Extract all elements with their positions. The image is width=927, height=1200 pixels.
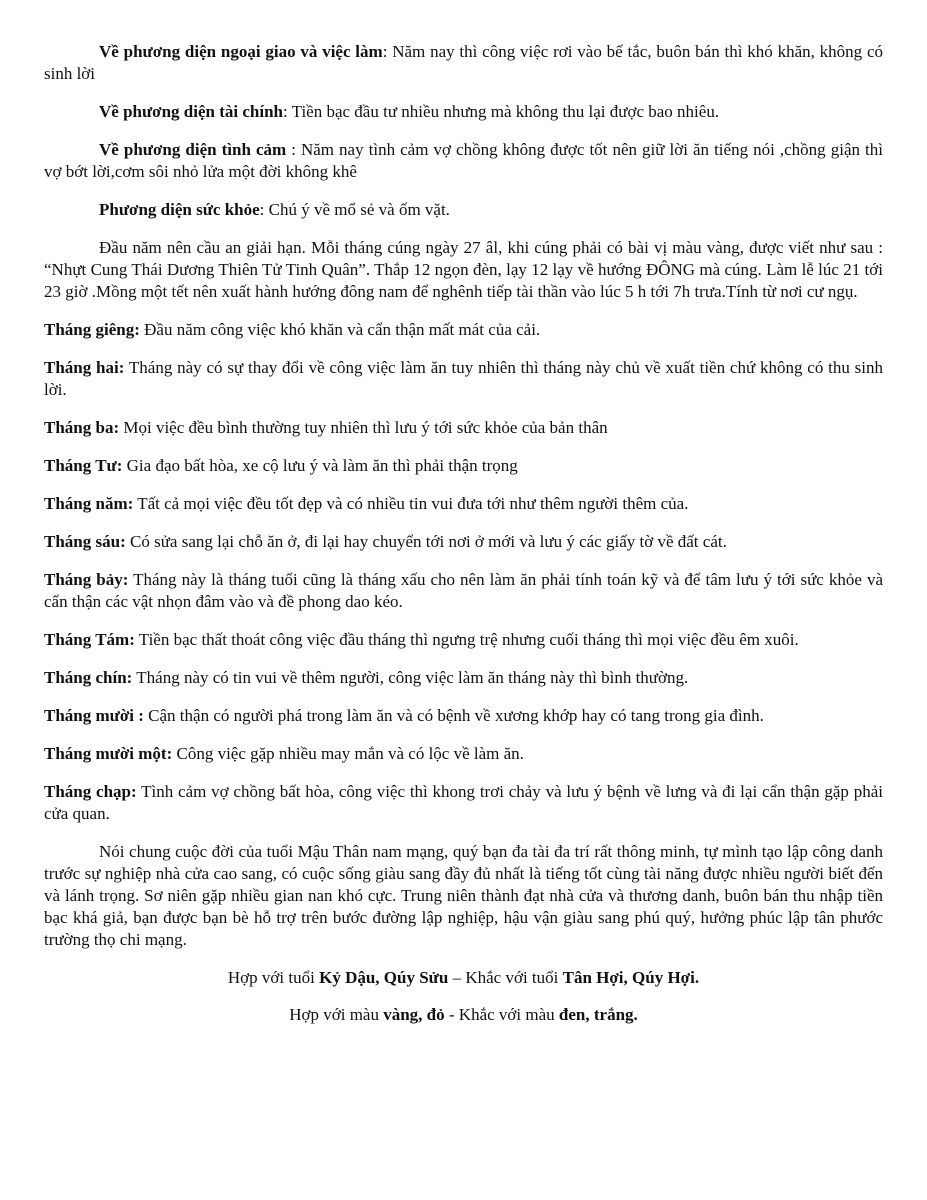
month-text-10: Cận thận có người phá trong làm ăn và có bệnh về xương khớp hay có tang trong gia đình.: [143, 706, 764, 725]
month-text-7: Tháng này là tháng tuổi cũng là tháng xấu cho nên làm ăn phải tính toán kỹ và để tâm lưu ý tới sức khỏe và cẩn thận các vật nhọn đâm vào và đề phong dao kéo.: [44, 570, 884, 611]
month-paragraph-1: [44, 319, 883, 341]
month-label-1: Tháng giêng:: [44, 320, 140, 339]
month-label-7: Tháng bảy:: [44, 570, 129, 589]
compat-age-line: [44, 967, 883, 989]
aspect-finance-paragraph: [44, 101, 883, 123]
compat-age-bad: Tân Hợi, Qúy Hợi.: [562, 968, 700, 987]
month-label-5: Tháng năm:: [44, 494, 134, 513]
month-paragraph-5: [44, 493, 883, 515]
month-paragraph-4: [44, 455, 883, 477]
month-paragraph-10: [44, 705, 883, 727]
month-label-6: Tháng sáu:: [44, 532, 126, 551]
month-paragraph-7: [44, 569, 883, 613]
month-text-11: Công việc gặp nhiều may mắn và có lộc về làm ăn.: [172, 744, 524, 763]
month-text-1: Đầu năm công việc khó khăn và cẩn thận mất mát của cải.: [139, 320, 541, 339]
compat-color-bad: đen, trắng.: [558, 1005, 638, 1024]
month-paragraph-3: [44, 417, 883, 439]
month-text-8: Tiền bạc thất thoát công việc đầu tháng thì ngưng trệ nhưng cuối tháng thì mọi việc đều êm xuôi.: [134, 630, 799, 649]
aspect-work-text: : Năm nay thì công việc rơi vào bế tắc, buôn bán thì khó khăn, không có sinh lời: [44, 42, 884, 83]
month-text-12: Tình cảm vợ chồng bất hòa, công việc thì khong trơi chảy và lưu ý bệnh về lưng và đi lại cẩn thận gặp phải cửa quan.: [44, 782, 883, 823]
month-label-10: Tháng mười :: [44, 706, 144, 725]
compat-age-good: Kỷ Dậu, Qúy Sửu: [319, 968, 449, 987]
aspect-love-label: Về phương diện tình cảm: [99, 140, 287, 159]
month-label-8: Tháng Tám:: [44, 630, 135, 649]
month-text-6: Có sửa sang lại chỗ ăn ở, đi lại hay chuyển tới nơi ở mới và lưu ý các giấy tờ về đất cát.: [125, 532, 727, 551]
month-label-3: Tháng ba:: [44, 418, 120, 437]
summary-paragraph: Nói chung cuộc đời của tuổi Mậu Thân nam mạng, quý bạn đa tài đa trí rất thông minh, tự mình tạo lập công danh trước sự nghiệp nhà cửa cao sang, có cuộc sống giàu sang đầy đủ nhất là tiếng tốt cùng tài năng được nhiều người biết đến và lánh trọng. Sơ niên gặp nhiều gian nan khó cực. Trung niên thành đạt nhà cửa và thương danh, buôn bán thu nhập tiền bạc khá giả, bạn được bạn bè hỗ trợ trên bước đường lập nghiệp, hậu vận giàu sang phú quý, hưởng phúc lập tân phước trường thọ chi mạng.: [44, 842, 883, 949]
compat-color-prefix: Hợp với màu: [289, 1005, 384, 1024]
month-paragraph-8: [44, 629, 883, 651]
aspect-finance-label: Về phương diện tài chính: [99, 102, 283, 121]
compat-age-prefix: Hợp với tuổi: [227, 968, 320, 987]
aspect-health-paragraph: [44, 199, 883, 221]
aspect-work-paragraph: [44, 41, 883, 85]
compat-color-good: vàng, đỏ: [383, 1005, 445, 1024]
aspect-work-label: Về phương diện ngoại giao và việc làm: [99, 42, 383, 61]
aspect-health-text: : Chú ý về mổ sẻ và ốm vặt.: [259, 200, 450, 219]
compat-age-middle: – Khắc với tuổi: [448, 968, 563, 987]
month-label-12: Tháng chạp:: [44, 782, 137, 801]
month-label-9: Tháng chín:: [44, 668, 133, 687]
month-text-9: Tháng này có tin vui về thêm người, công việc làm ăn tháng này thì bình thường.: [132, 668, 689, 687]
aspect-love-text: : Năm nay tình cảm vợ chồng không được tốt nên giữ lời ăn tiếng nói ,chồng giận thì vợ bớt lời,cơm sôi nhỏ lửa một đời không khê: [44, 140, 883, 181]
month-text-2: Tháng này có sự thay đổi về công việc làm ăn tuy nhiên thì tháng này chủ về xuất tiền chứ không có thu sinh lời.: [44, 358, 883, 399]
month-label-2: Tháng hai:: [44, 358, 125, 377]
month-text-4: Gia đạo bất hòa, xe cộ lưu ý và làm ăn thì phải thận trọng: [122, 456, 518, 475]
aspect-finance-text: : Tiền bạc đầu tư nhiều nhưng mà không thu lại được bao nhiêu.: [283, 102, 720, 121]
month-paragraph-12: [44, 781, 883, 825]
compat-color-middle: - Khắc với màu: [444, 1005, 559, 1024]
month-paragraph-6: [44, 531, 883, 553]
compat-color-line: [44, 1004, 883, 1026]
ritual-paragraph: Đầu năm nên cầu an giải hạn. Mỗi tháng cúng ngày 27 âl, khi cúng phải có bài vị màu vàng, được viết như sau : “Nhựt Cung Thái Dương Thiên Tử Tinh Quân”. Thắp 12 ngọn đèn, lạy 12 lạy về hướng ĐÔNG mà cúng. Làm lễ lúc 21 tới 23 giờ .Mồng một tết nên xuất hành hướng đông nam để nghênh tiếp tài thần vào lúc 5 h tới 7h trưa.Tính từ nơi cư ngụ.: [44, 238, 883, 301]
month-paragraph-11: [44, 743, 883, 765]
month-label-4: Tháng Tư:: [44, 456, 123, 475]
month-paragraph-2: [44, 357, 883, 401]
month-paragraph-9: [44, 667, 883, 689]
month-label-11: Tháng mười một:: [44, 744, 173, 763]
aspect-love-paragraph: [44, 139, 883, 183]
month-text-5: Tất cả mọi việc đều tốt đẹp và có nhiều tin vui đưa tới như thêm người thêm của.: [133, 494, 689, 513]
month-text-3: Mọi việc đều bình thường tuy nhiên thì lưu ý tới sức khỏe của bản thân: [119, 418, 608, 437]
aspect-health-label: Phương diện sức khỏe: [99, 200, 260, 219]
